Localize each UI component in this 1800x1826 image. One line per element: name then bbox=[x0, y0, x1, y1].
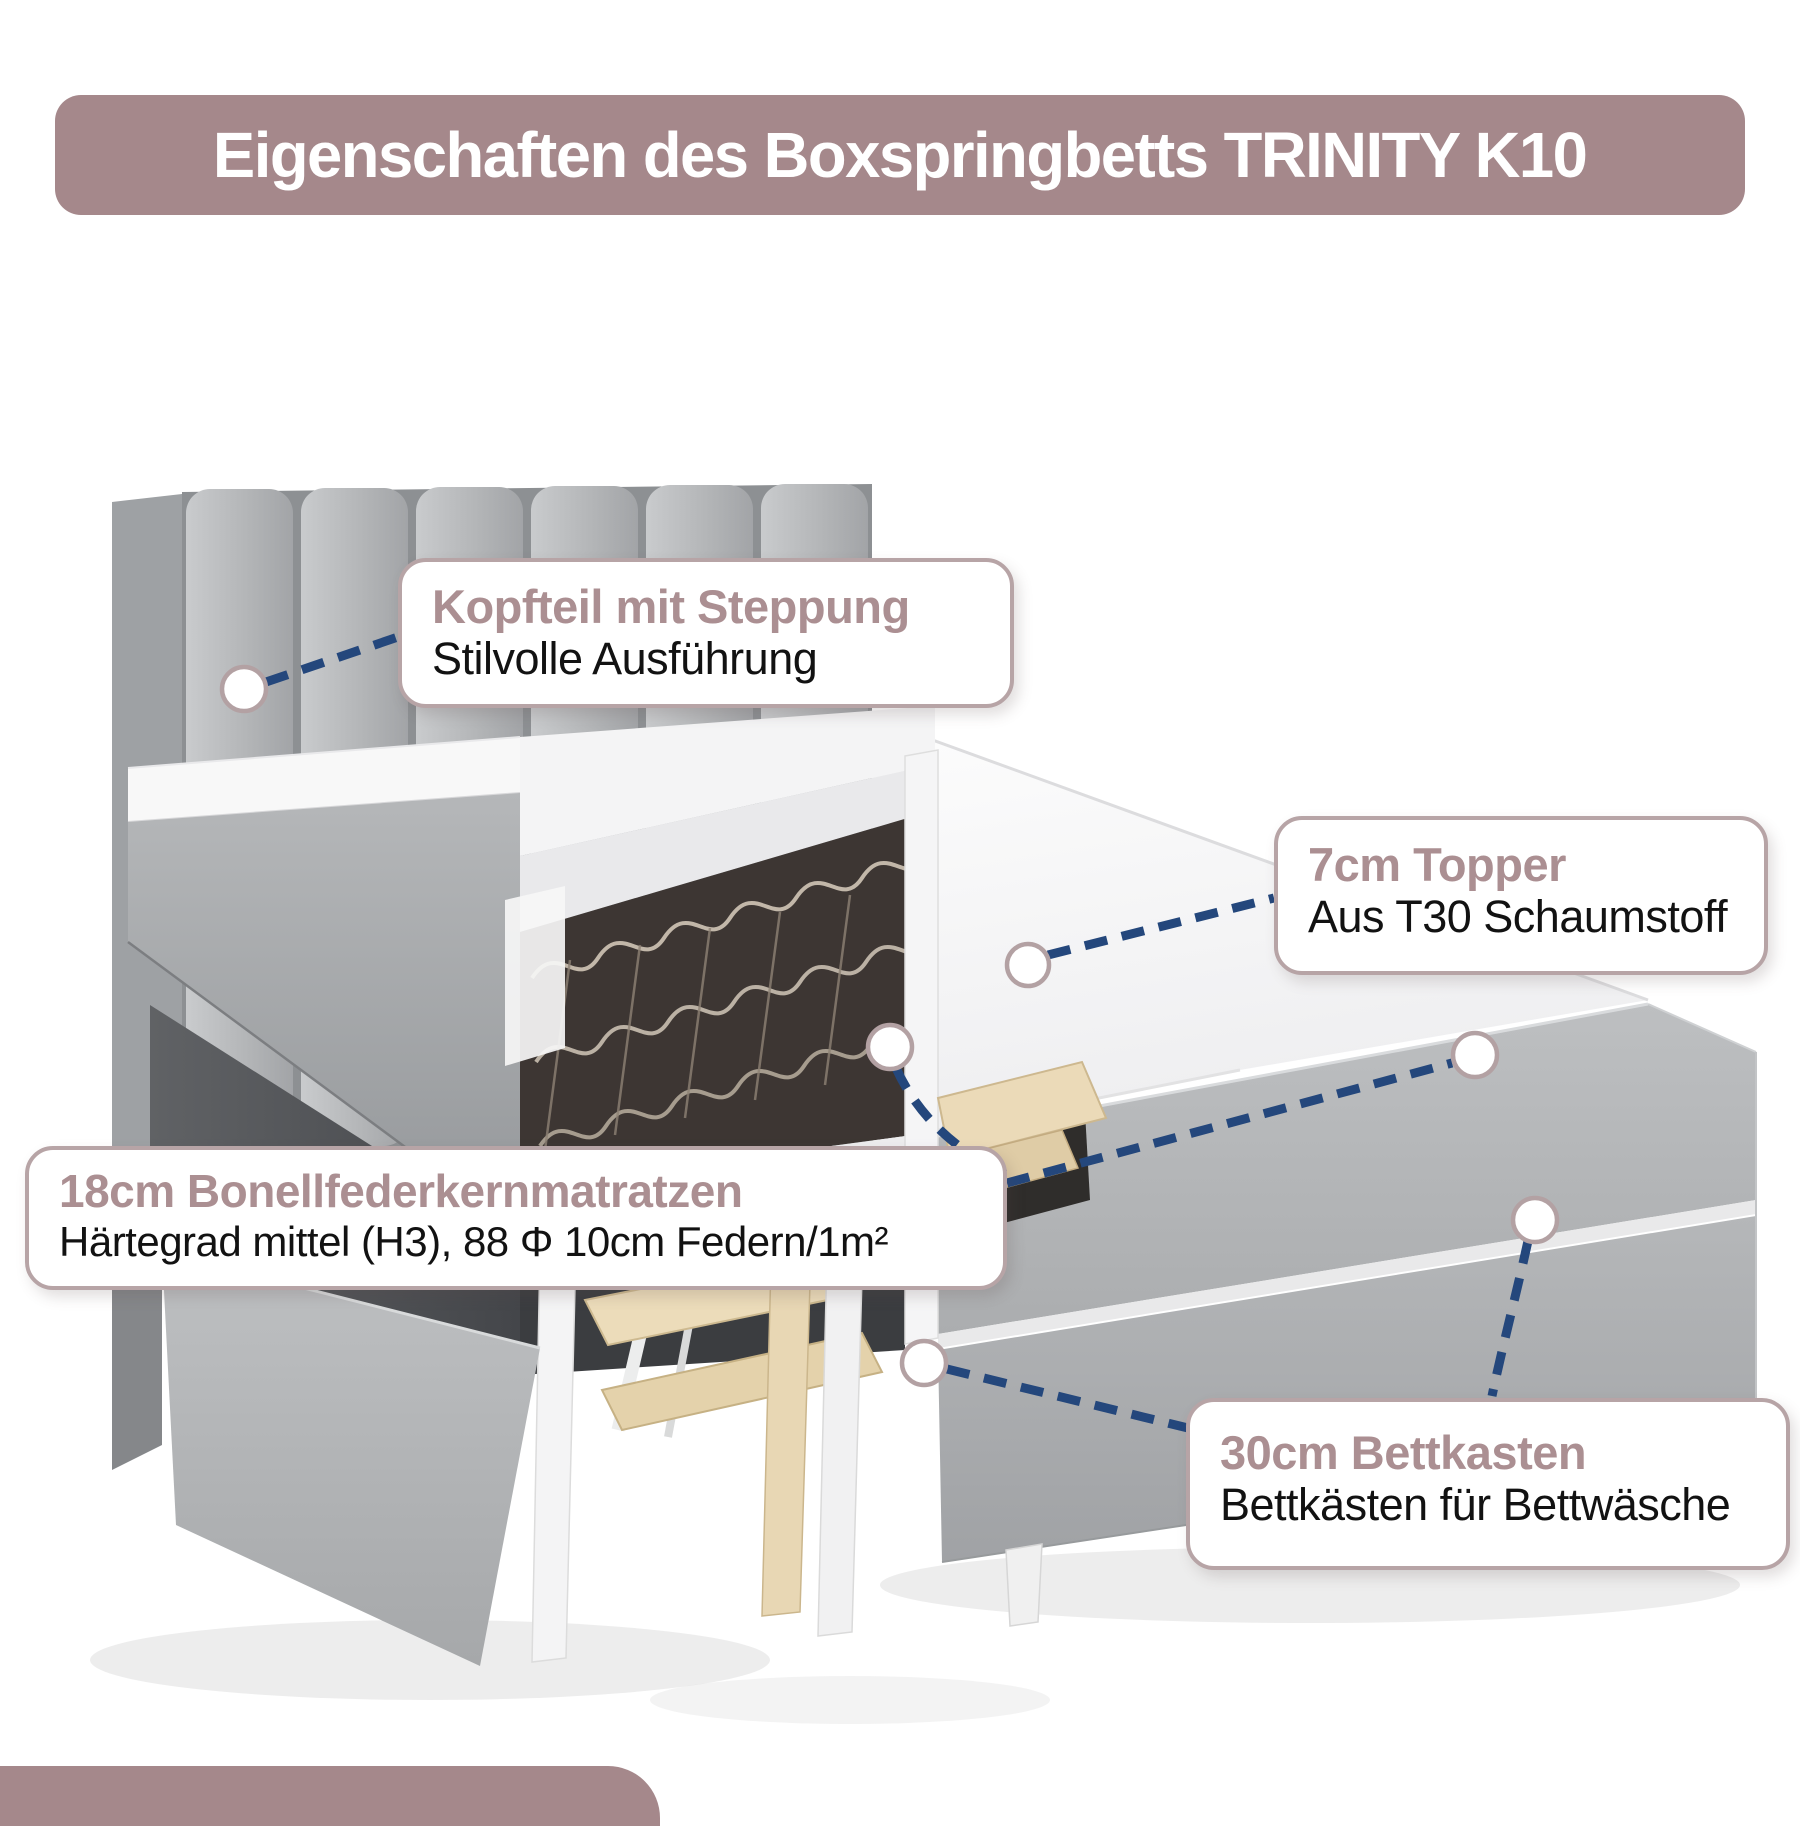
callout-matratzen-subtitle: Härtegrad mittel (H3), 88 Φ 10cm Federn/1m² bbox=[59, 1217, 888, 1265]
callout-topper-subtitle: Aus T30 Schaumstoff bbox=[1308, 891, 1728, 943]
foam-block bbox=[505, 886, 565, 1066]
corner-decoration bbox=[0, 1766, 660, 1826]
callout-topper bbox=[1274, 816, 1768, 975]
page-title: Eigenschaften des Boxspringbetts TRINITY K10 bbox=[213, 119, 1587, 191]
marker-base-box-lower bbox=[1513, 1198, 1557, 1242]
marker-headboard bbox=[222, 667, 266, 711]
callout-matratzen-title: 18cm Bonellfederkernmatratzen bbox=[59, 1165, 743, 1217]
marker-storage-rail bbox=[902, 1341, 946, 1385]
marker-topper-edge bbox=[1007, 944, 1049, 986]
callout-bettkasten bbox=[1186, 1398, 1790, 1570]
callout-kopfteil bbox=[398, 558, 1014, 708]
header-banner bbox=[55, 95, 1745, 215]
callout-kopfteil-subtitle: Stilvolle Ausführung bbox=[432, 633, 818, 685]
callout-topper-title: 7cm Topper bbox=[1308, 838, 1566, 891]
callout-bettkasten-subtitle: Bettkästen für Bettwäsche bbox=[1220, 1479, 1731, 1531]
callout-bettkasten-title: 30cm Bettkasten bbox=[1220, 1426, 1587, 1479]
callout-kopfteil-title: Kopfteil mit Steppung bbox=[432, 580, 910, 633]
marker-spring-core bbox=[868, 1025, 912, 1069]
callout-matratzen bbox=[25, 1146, 1007, 1290]
frame-rail bbox=[532, 1246, 576, 1662]
marker-base-box-upper bbox=[1453, 1033, 1497, 1077]
bed-foot bbox=[1006, 1544, 1042, 1626]
